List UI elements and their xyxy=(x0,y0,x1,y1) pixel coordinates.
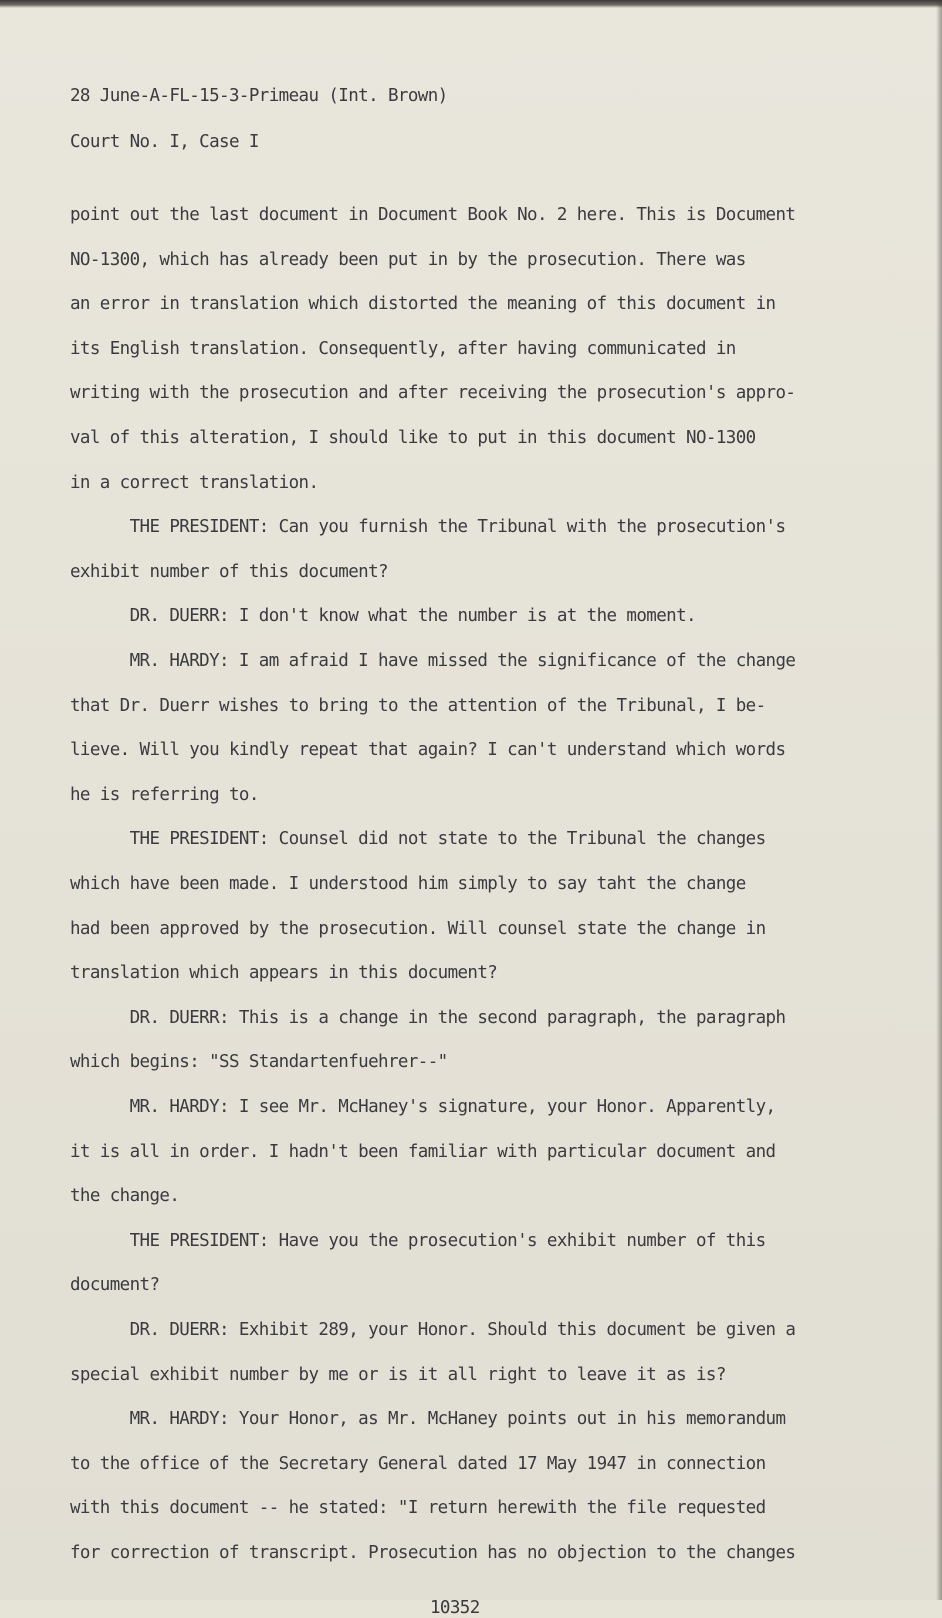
body-line: in a correct translation. xyxy=(70,472,319,493)
body-line: MR. HARDY: I am afraid I have missed the significance of the change xyxy=(70,651,796,671)
body-line: THE PRESIDENT: Can you furnish the Tribunal with the prosecution's xyxy=(70,517,786,538)
body-line: val of this alteration, I should like to put in this document NO-1300 xyxy=(70,428,756,448)
body-line: document? xyxy=(70,1275,160,1296)
body-line: writing with the prosecution and after receiving the prosecution's appro- xyxy=(70,383,796,404)
body-line: its English translation. Consequently, after having communicated in xyxy=(70,338,736,359)
body-line: DR. DUERR: This is a change in the second paragraph, the paragraph xyxy=(70,1007,786,1028)
scan-top-edge xyxy=(0,0,942,8)
body-line: he is referring to. xyxy=(70,784,259,805)
body-line: MR. HARDY: I see Mr. McHaney's signature, your Honor. Apparently, xyxy=(70,1097,776,1117)
body-line: exhibit number of this document? xyxy=(70,561,388,582)
body-line: which begins: "SS Standartenfuehrer--" xyxy=(70,1052,448,1073)
body-line: an error in translation which distorted the meaning of this document in xyxy=(70,294,776,315)
body-line: MR. HARDY: Your Honor, as Mr. McHaney points out in his memorandum xyxy=(70,1409,786,1430)
body-line: special exhibit number by me or is it all right to leave it as is? xyxy=(70,1364,726,1385)
page-number: 10352 xyxy=(430,1597,480,1618)
body-line: DR. DUERR: I don't know what the number is at the moment. xyxy=(70,606,696,627)
header-case-reference: 28 June-A-FL-15-3-Primeau (Int. Brown) xyxy=(70,86,448,106)
body-line: had been approved by the prosecution. Will counsel state the change in xyxy=(70,918,766,939)
body-line: with this document -- he stated: "I return herewith the file requested xyxy=(70,1498,766,1519)
body-line: to the office of the Secretary General dated 17 May 1947 in connection xyxy=(70,1453,766,1474)
scan-right-edge xyxy=(936,0,942,1600)
body-line: the change. xyxy=(70,1186,180,1207)
body-line: it is all in order. I hadn't been familiar with particular document and xyxy=(70,1141,776,1162)
body-line: which have been made. I understood him simply to say taht the change xyxy=(70,874,746,894)
body-line: that Dr. Duerr wishes to bring to the attention of the Tribunal, I be- xyxy=(70,695,766,716)
body-line: THE PRESIDENT: Have you the prosecution's exhibit number of this xyxy=(70,1230,766,1251)
body-line: THE PRESIDENT: Counsel did not state to the Tribunal the changes xyxy=(70,829,766,850)
header-court-number: Court No. I, Case I xyxy=(70,132,259,152)
body-line: NO-1300, which has already been put in by the prosecution. There was xyxy=(70,249,746,270)
body-line: point out the last document in Document Book No. 2 here. This is Document xyxy=(70,205,796,225)
body-line: DR. DUERR: Exhibit 289, your Honor. Should this document be given a xyxy=(70,1320,796,1340)
body-line: translation which appears in this document? xyxy=(70,963,498,984)
body-line: lieve. Will you kindly repeat that again? I can't understand which words xyxy=(70,740,786,761)
body-line: for correction of transcript. Prosecution has no objection to the changes xyxy=(70,1543,796,1563)
